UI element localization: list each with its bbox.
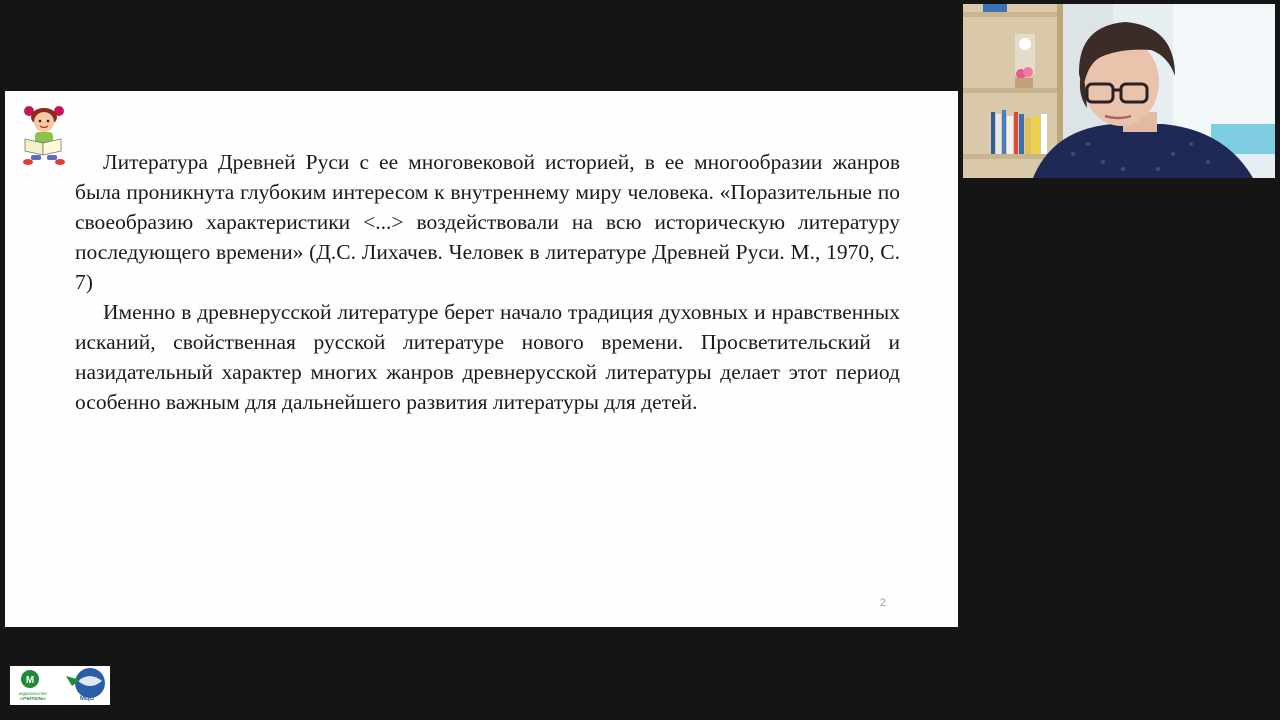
presenter-webcam-video bbox=[963, 4, 1275, 178]
publisher-logo-caption bbox=[13, 691, 53, 701]
slide-body-text bbox=[75, 147, 900, 417]
publisher-logo-line-2: «УЧИТЕЛЬ» bbox=[19, 696, 47, 701]
slide-page-number: 2 bbox=[879, 597, 886, 609]
publisher-logo-line-1: издательство bbox=[19, 691, 47, 696]
publisher-logo bbox=[10, 666, 110, 705]
slide-paragraph-1: Литература Древней Руси с ее многовековой историей, в ее многообразии жанров была проникнута глубоким интересом к внутреннему миру человека. «Поразительные по своеобразию характеристики <...> воздействовали на всю историческую литературу последующего времени» (Д.С. Лихачев. Человек в литературе Древней Руси. М., 1970, С. 7) bbox=[75, 150, 900, 294]
svg-text:М: М bbox=[25, 675, 35, 686]
webcam-frame-image bbox=[963, 4, 1275, 178]
slide-paragraph-2: Именно в древнерусской литературе берет начало традиция духовных и нравственных исканий, свойственная русской литературе нового времени. Просветительский и назидательный характер многих жанров древнерусской литературы делает этот период особенно важным для дальнейшего развития литературы для детей. bbox=[75, 300, 900, 414]
publisher-logo-secondary: МЦО bbox=[80, 696, 95, 702]
girl-reading-book-icon bbox=[13, 99, 75, 171]
presentation-slide bbox=[5, 91, 958, 627]
